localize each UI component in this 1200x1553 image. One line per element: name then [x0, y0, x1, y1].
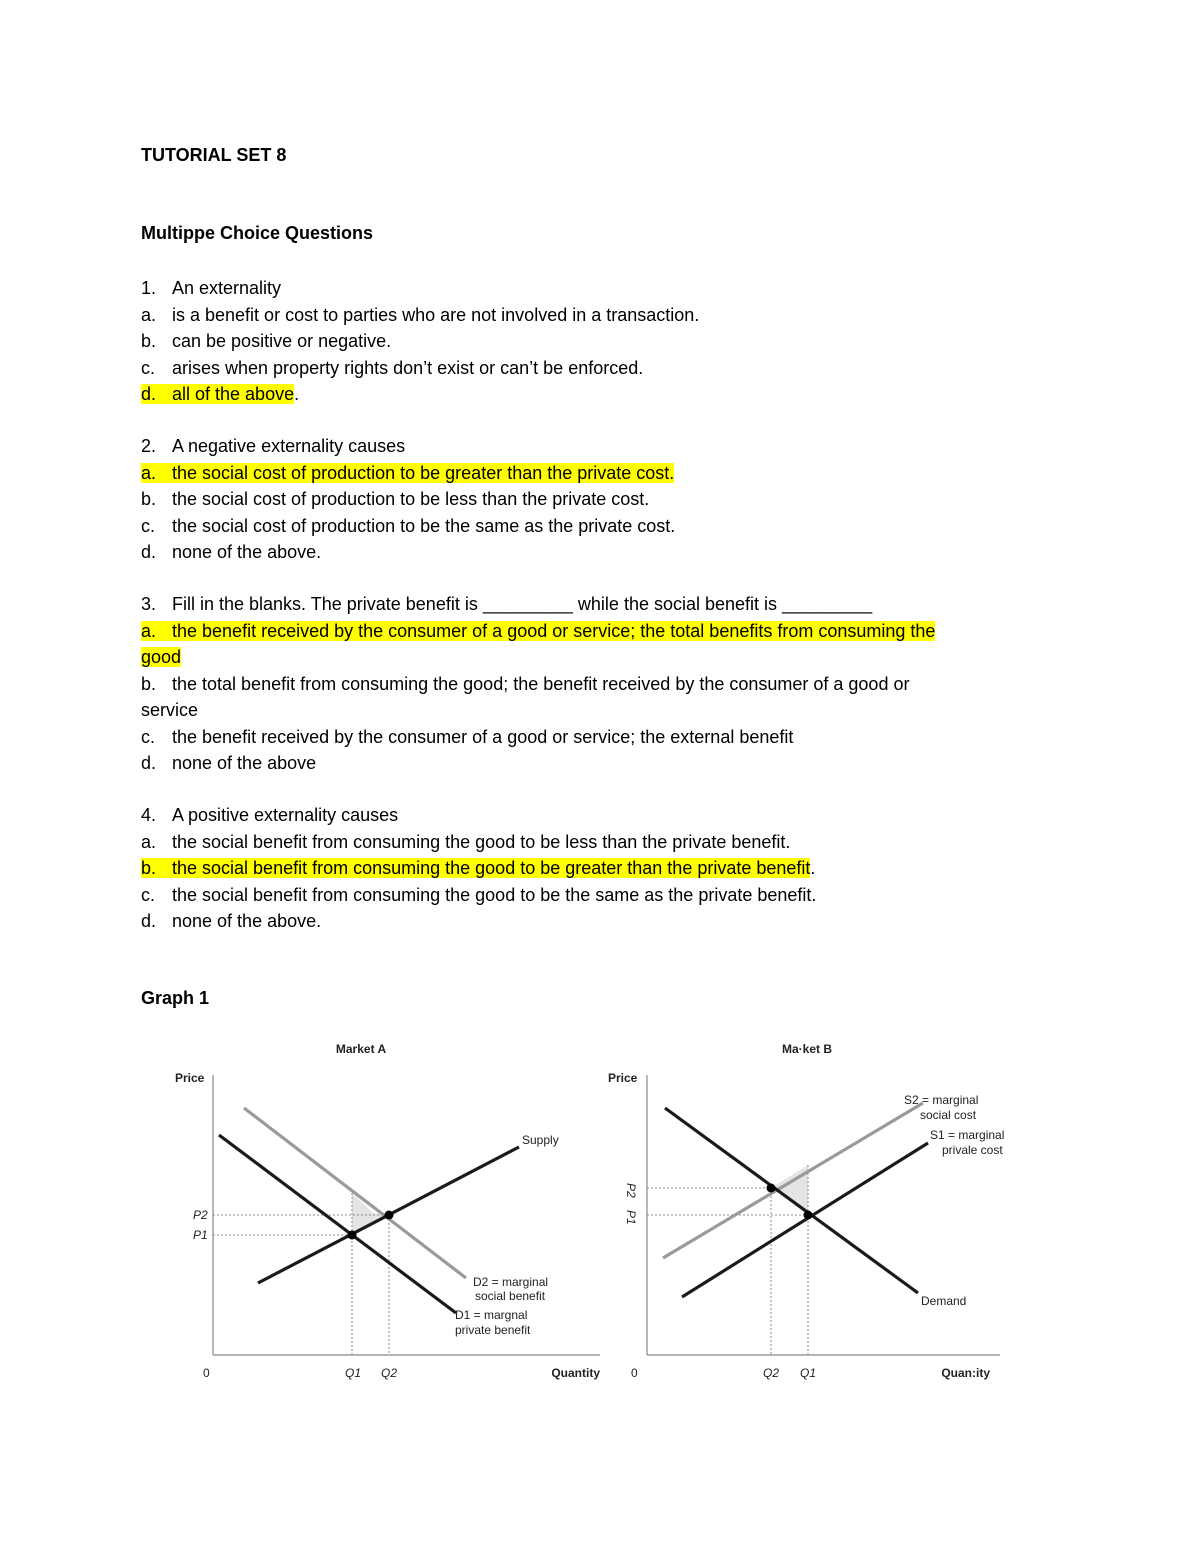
answer-option: a. the social benefit from consuming the good to be less than the private benefit. — [141, 831, 791, 852]
x-tick-label: Q1 — [345, 1366, 362, 1380]
graph-title: Graph 1 — [141, 988, 210, 1008]
equilibrium-point — [804, 1211, 813, 1220]
question-4 — [141, 802, 1041, 935]
equilibrium-point — [767, 1184, 776, 1193]
series-label: D2 = marginal — [473, 1275, 549, 1289]
question-2 — [141, 433, 1041, 566]
series-d1-private-benefit — [219, 1135, 456, 1313]
series-label: S1 = marginal — [930, 1128, 1005, 1142]
question-stem: An externality — [172, 278, 282, 298]
series-label: Supply — [522, 1133, 559, 1147]
x-tick-label: Q2 — [381, 1366, 398, 1380]
origin-label: 0 — [631, 1366, 638, 1380]
question-number: 1. — [141, 278, 157, 298]
answer-option-highlighted: d. all of the above. — [141, 384, 300, 404]
answer-option: c. the social benefit from consuming the good to be the same as the private benefit. — [141, 884, 817, 905]
answer-option: c. arises when property rights don’t exist or can’t be enforced. — [141, 357, 644, 378]
question-3 — [141, 591, 1041, 777]
series-label: Demand — [921, 1294, 967, 1308]
y-axis-label: Price — [175, 1071, 205, 1085]
question-1 — [141, 275, 1041, 408]
series-label: private benefit — [455, 1323, 531, 1337]
answer-option: d. none of the above — [141, 753, 317, 773]
series-label: social benefit — [475, 1289, 546, 1303]
answer-option: a. is a benefit or cost to parties who are not involved in a transaction. — [141, 304, 700, 325]
y-tick-label: P1 — [624, 1210, 638, 1225]
answer-option: c. the social cost of production to be the same as the private cost. — [141, 515, 676, 536]
x-tick-label: Q2 — [763, 1366, 780, 1380]
y-tick-label: P2 — [624, 1183, 638, 1198]
market-a-chart — [165, 1035, 615, 1390]
origin-label: 0 — [203, 1366, 210, 1380]
answer-option: c. the benefit received by the consumer of a good or service; the external benefit — [141, 726, 794, 747]
series-demand — [665, 1108, 918, 1293]
chart-title: Ma·ket B — [781, 1042, 833, 1056]
question-stem: A positive externality causes — [172, 805, 399, 825]
answer-option-highlighted: a. the social cost of production to be greater than the private cost. — [141, 462, 675, 483]
market-b-chart — [600, 1035, 1030, 1390]
y-axis-label: Price — [608, 1071, 638, 1085]
series-label: privale cost — [942, 1143, 1003, 1157]
x-tick-label: Q1 — [800, 1366, 817, 1380]
x-axis-label: Quantity — [551, 1366, 600, 1380]
answer-option: b. the total benefit from consuming the good; the benefit received by the consumer of a good or — [141, 673, 910, 694]
answer-option-continuation: service — [141, 700, 199, 720]
answer-option: b. can be positive or negative. — [141, 331, 392, 351]
answer-option-continuation: good — [141, 647, 182, 667]
series-s2-social-cost — [663, 1103, 923, 1258]
question-number: 3. — [141, 594, 157, 614]
x-axis-label: Quan:ity — [941, 1366, 990, 1380]
y-tick-label: P2 — [193, 1208, 208, 1222]
answer-option-highlighted: a. the benefit received by the consumer of a good or service; the total benefits from consuming the — [141, 620, 936, 641]
section-heading: Multippe Choice Questions — [141, 223, 374, 243]
y-tick-label: P1 — [193, 1228, 208, 1242]
question-stem: Fill in the blanks. The private benefit is _________ while the social benefit is _________ — [172, 594, 873, 614]
series-label: D1 = margnal — [455, 1308, 528, 1322]
series-label: social cost — [920, 1108, 977, 1122]
answer-option: d. none of the above. — [141, 911, 322, 931]
equilibrium-point — [385, 1211, 394, 1220]
series-label: S2 = marginal — [904, 1093, 979, 1107]
question-number: 4. — [141, 805, 157, 825]
question-number: 2. — [141, 436, 157, 456]
answer-option: d. none of the above. — [141, 542, 322, 562]
equilibrium-point — [348, 1231, 357, 1240]
answer-option: b. the social cost of production to be less than the private cost. — [141, 489, 650, 509]
answer-option-highlighted: b. the social benefit from consuming the good to be greater than the private benefit. — [141, 858, 816, 878]
document-title: TUTORIAL SET 8 — [141, 145, 287, 165]
chart-title: Market A — [335, 1042, 387, 1056]
question-stem: A negative externality causes — [172, 436, 406, 456]
